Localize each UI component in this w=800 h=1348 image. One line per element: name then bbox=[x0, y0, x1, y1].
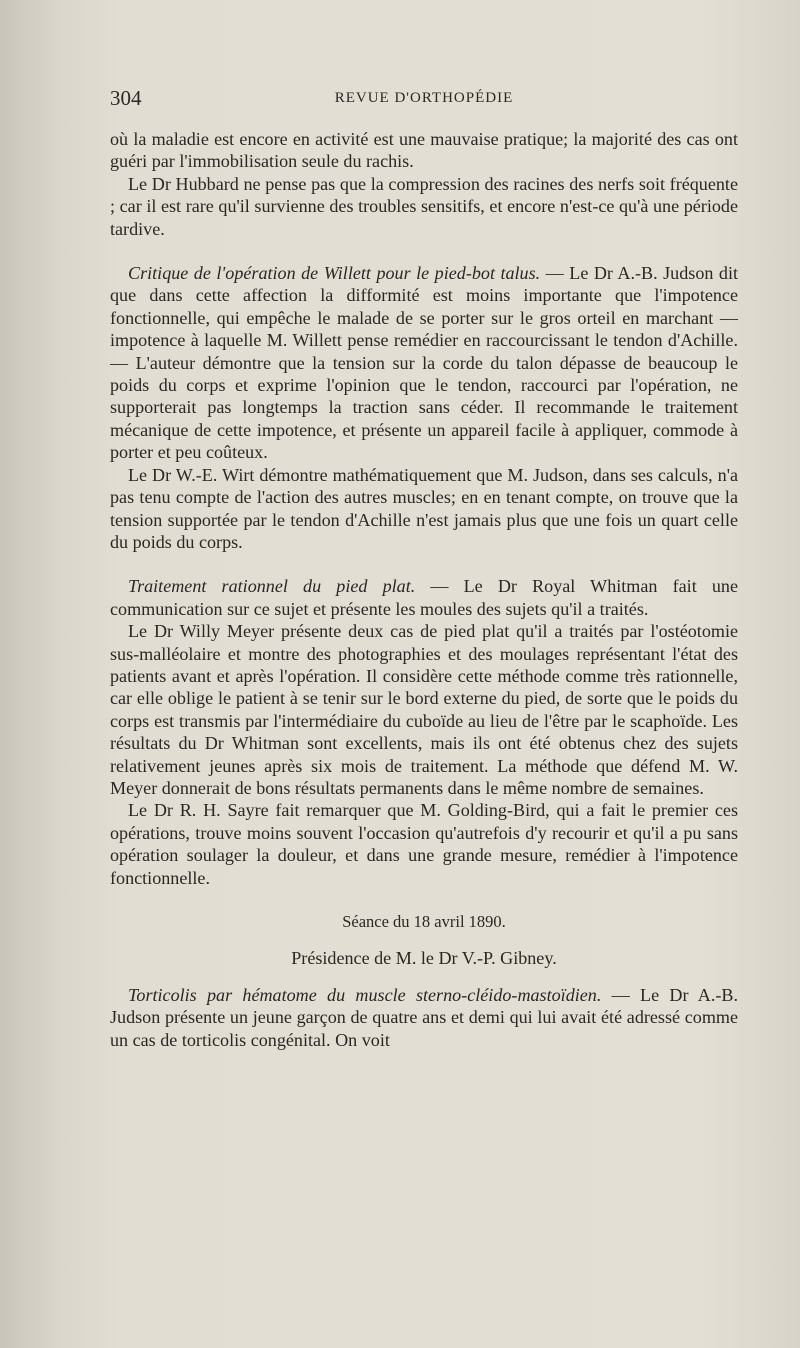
paragraph-section-heading: Traitement rationnel du pied plat. — Le Dr Royal Whitman fait une communication sur ce sujet et présente les moules des sujets qu'il a traités. bbox=[110, 576, 738, 619]
page-number: 304 bbox=[110, 86, 142, 110]
page-header bbox=[110, 86, 738, 116]
paragraph-section-heading: Critique de l'opération de Willett pour le pied-bot talus. — Le Dr A.-B. Judson dit que dans cette affection la difformité est moins importante que l'impotence fonctionnelle, qui empêche le malade de se porter sur le gros orteil en marchant — impotence à laquelle M. Willett pense remédier en raccourcissant le tendon d'Achille. — L'auteur démontre que la tension sur la corde du talon dépasse de beaucoup le poids du corps et exprime l'opinion que le tendon, raccourci par l'opération, ne supporterait pas longtemps la traction sans céder. Il recommande le traitement mécanique de cette impotence, et présente un appareil facile à appliquer, commode à porter et peu coûteux. bbox=[110, 263, 739, 463]
session-presidency: Présidence de M. le Dr V.-P. Gibney. bbox=[291, 948, 557, 969]
session-date: Séance du 18 avril 1890. bbox=[342, 912, 506, 931]
paragraph: Le Dr W.-E. Wirt démontre mathématiquement que M. Judson, dans ses calculs, n'a pas tenu compte de l'action des autres muscles; en en tenant compte, on trouve que la tension supportée par le tendon d'Achille n'est jamais plus que une fois un quart celle du poids du corps. bbox=[110, 464, 738, 552]
paragraph: Le Dr Willy Meyer présente deux cas de pied plat qu'il a traités par l'ostéotomie sus-malléolaire et montre des photographies et des moulages représentant l'état des patients avant et après l'opération. Il considère cette méthode comme très rationnelle, car elle oblige le patient à se tenir sur le bord externe du pied, de sorte que le poids du corps est transmis par l'intermédiaire du cuboïde au lieu de l'être par le scaphoïde. Les résultats du Dr Whitman sont excellents, mais ils ont été obtenus chez des sujets relativement jeunes après six mois de traitement. La méthode que défend M. W. Meyer donnerait de bons résultats permanents dans le même nombre de semaines. bbox=[110, 621, 738, 798]
paragraph: Le Dr R. H. Sayre fait remarquer que M. Golding-Bird, qui a fait le premier ces opérations, trouve moins souvent l'occasion qu'autrefois d'y recourir et qu'il a pu sans opération soulager la douleur, et dans une grande mesure, remédier à l'impotence fonctionnelle. bbox=[110, 800, 738, 888]
paragraph: Le Dr Hubbard ne pense pas que la compression des racines des nerfs soit fréquente ; car il est rare qu'il survienne des troubles sensitifs, et encore n'est-ce qu'à une période tardive. bbox=[110, 173, 738, 239]
section-title: Critique de l'opération de Willett pour le pied-bot talus. bbox=[128, 263, 541, 284]
paragraph-section-heading: Torticolis par hématome du muscle sterno-cléido-mastoïdien. — Le Dr A.-B. Judson présente un jeune garçon de quatre ans et demi qui lui avait été adressé comme un cas de torticolis congénital. On voit bbox=[110, 984, 738, 1050]
body-text bbox=[110, 128, 738, 1051]
paragraph: où la maladie est encore en activité est une mauvaise pratique; la majorité des cas ont guéri par l'immobilisation seule du rachis. bbox=[110, 129, 738, 172]
section-title: Traitement rationnel du pied plat. bbox=[128, 576, 416, 597]
running-title: REVUE D'ORTHOPÉDIE bbox=[334, 90, 514, 106]
section-title: Torticolis par hématome du muscle sterno-cléido-mastoïdien. bbox=[128, 984, 602, 1005]
